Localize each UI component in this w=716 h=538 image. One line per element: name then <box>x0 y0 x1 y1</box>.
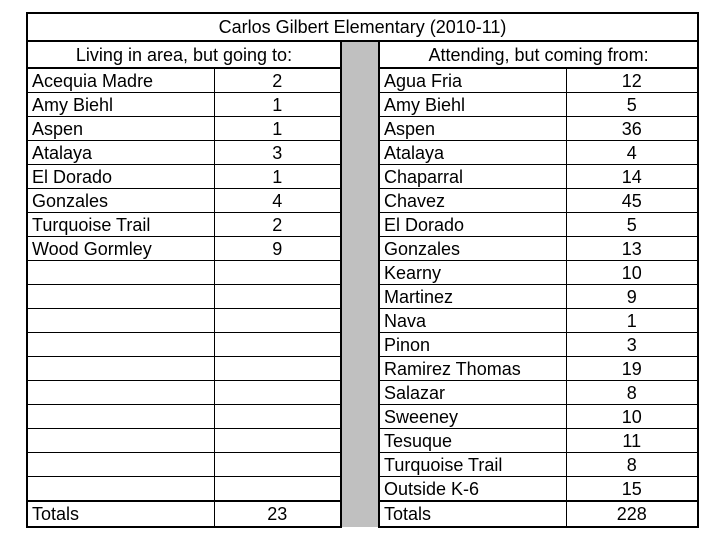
left-count-cell <box>214 261 341 285</box>
right-count-cell: 8 <box>566 453 698 477</box>
left-school-cell: Acequia Madre <box>27 68 214 93</box>
header-row <box>27 41 698 68</box>
right-count-cell: 13 <box>566 237 698 261</box>
left-school-cell: Amy Biehl <box>27 93 214 117</box>
right-count-cell: 15 <box>566 477 698 502</box>
left-count-cell: 4 <box>214 189 341 213</box>
right-count-cell: 45 <box>566 189 698 213</box>
left-count-cell <box>214 429 341 453</box>
left-count-cell: 1 <box>214 165 341 189</box>
left-count-cell <box>214 357 341 381</box>
right-school-cell: Martinez <box>379 285 566 309</box>
right-school-cell: Pinon <box>379 333 566 357</box>
right-count-cell: 36 <box>566 117 698 141</box>
right-school-cell: Salazar <box>379 381 566 405</box>
left-count-cell <box>214 333 341 357</box>
right-school-cell: El Dorado <box>379 213 566 237</box>
right-school-cell: Chavez <box>379 189 566 213</box>
right-school-cell: Tesuque <box>379 429 566 453</box>
right-totals-value: 228 <box>566 501 698 527</box>
left-count-cell: 3 <box>214 141 341 165</box>
left-school-cell <box>27 333 214 357</box>
left-school-cell <box>27 429 214 453</box>
right-count-cell: 8 <box>566 381 698 405</box>
left-count-cell <box>214 309 341 333</box>
left-count-cell <box>214 405 341 429</box>
left-school-cell: El Dorado <box>27 165 214 189</box>
left-school-cell: Atalaya <box>27 141 214 165</box>
right-school-cell: Ramirez Thomas <box>379 357 566 381</box>
title-row <box>27 13 698 41</box>
left-school-cell: Wood Gormley <box>27 237 214 261</box>
right-count-cell: 4 <box>566 141 698 165</box>
left-count-cell <box>214 381 341 405</box>
right-totals-label: Totals <box>379 501 566 527</box>
right-school-cell: Sweeney <box>379 405 566 429</box>
left-count-cell: 2 <box>214 68 341 93</box>
left-school-cell <box>27 261 214 285</box>
right-school-cell: Aspen <box>379 117 566 141</box>
left-school-cell <box>27 381 214 405</box>
right-count-cell: 5 <box>566 213 698 237</box>
right-count-cell: 5 <box>566 93 698 117</box>
left-totals-value: 23 <box>214 501 341 527</box>
right-count-cell: 11 <box>566 429 698 453</box>
right-count-cell: 14 <box>566 165 698 189</box>
left-count-cell <box>214 477 341 502</box>
left-school-cell: Turquoise Trail <box>27 213 214 237</box>
right-school-cell: Outside K-6 <box>379 477 566 502</box>
right-school-cell: Chaparral <box>379 165 566 189</box>
left-count-cell: 2 <box>214 213 341 237</box>
right-school-cell: Atalaya <box>379 141 566 165</box>
left-school-cell <box>27 453 214 477</box>
left-school-cell <box>27 285 214 309</box>
left-school-cell <box>27 405 214 429</box>
left-count-cell: 1 <box>214 117 341 141</box>
left-count-cell <box>214 285 341 309</box>
left-school-cell <box>27 357 214 381</box>
left-count-cell: 1 <box>214 93 341 117</box>
right-count-cell: 10 <box>566 261 698 285</box>
section-divider <box>341 41 379 527</box>
right-school-cell: Amy Biehl <box>379 93 566 117</box>
left-school-cell: Aspen <box>27 117 214 141</box>
table-title: Carlos Gilbert Elementary (2010-11) <box>27 13 698 41</box>
right-school-cell: Agua Fria <box>379 68 566 93</box>
left-school-cell <box>27 477 214 502</box>
left-section-header: Living in area, but going to: <box>27 41 341 68</box>
left-totals-label: Totals <box>27 501 214 527</box>
left-school-cell: Gonzales <box>27 189 214 213</box>
right-section-header: Attending, but coming from: <box>379 41 698 68</box>
right-count-cell: 10 <box>566 405 698 429</box>
right-school-cell: Gonzales <box>379 237 566 261</box>
left-school-cell <box>27 309 214 333</box>
right-school-cell: Turquoise Trail <box>379 453 566 477</box>
right-school-cell: Kearny <box>379 261 566 285</box>
right-count-cell: 3 <box>566 333 698 357</box>
right-count-cell: 9 <box>566 285 698 309</box>
enrollment-table <box>26 12 699 528</box>
left-count-cell <box>214 453 341 477</box>
left-count-cell: 9 <box>214 237 341 261</box>
right-school-cell: Nava <box>379 309 566 333</box>
right-count-cell: 19 <box>566 357 698 381</box>
right-count-cell: 12 <box>566 68 698 93</box>
right-count-cell: 1 <box>566 309 698 333</box>
